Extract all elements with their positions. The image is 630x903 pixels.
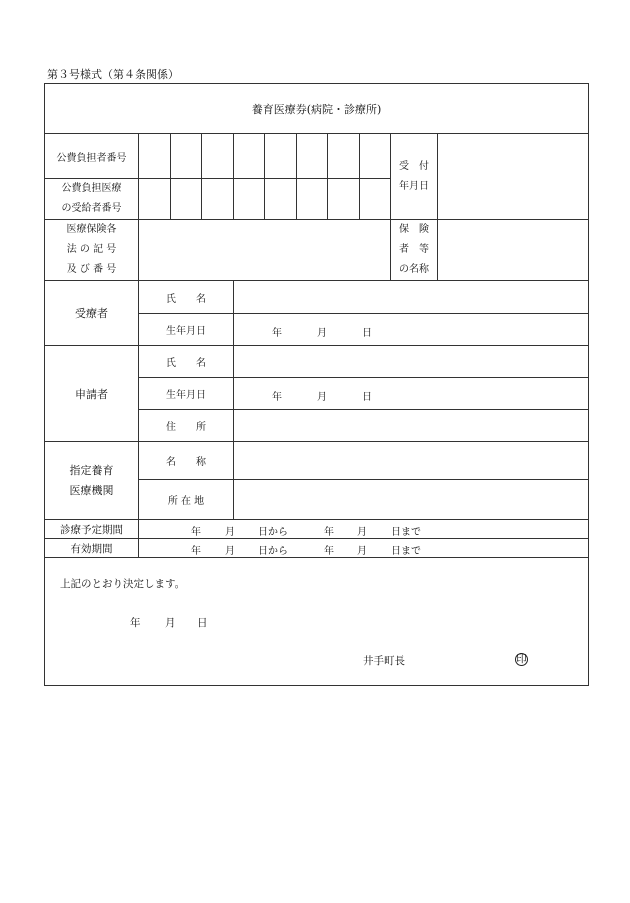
insurance-label-line: 及 び 番 号 [66,264,117,275]
insurance-label-line: 医療保険各 [66,224,117,235]
patient-birthdate-field[interactable] [234,314,589,346]
payer-digit-cell[interactable] [202,134,234,179]
applicant-birthdate-label: 生年月日 [139,378,234,410]
applicant-address-field[interactable] [234,410,589,442]
reception-date-label-line: 年月日 [399,180,429,192]
insurance-label-line: 法 の 記 号 [66,244,117,255]
recipient-digit-cell[interactable] [297,179,328,220]
recipient-digit-cell[interactable] [234,179,265,220]
recipient-digit-cell[interactable] [202,179,234,220]
date-month: 月 [317,392,327,403]
institution-name-label: 名 称 [139,442,234,480]
institution-location-label: 所 在 地 [139,480,234,520]
payer-digit-cell[interactable] [297,134,328,179]
period-until: 日まで [391,546,421,557]
recipient-digit-cell[interactable] [360,179,391,220]
insurer-label-line: の名称 [399,264,429,275]
date-month: 月 [317,328,327,339]
period-month: 月 [225,527,235,538]
recipient-number-label-line: の受給者番号 [61,203,122,214]
decision-date-month: 月 [165,617,176,629]
valid-period-label: 有効期間 [45,539,139,558]
insurer-label-line: 者 等 [399,244,429,255]
seal-mark [515,653,528,666]
period-month: 月 [357,527,367,538]
recipient-number-label [45,179,139,220]
medical-voucher-table [44,83,589,686]
applicant-birthdate-field[interactable] [234,378,589,410]
date-day: 日 [362,392,372,403]
recipient-digit-cell[interactable] [265,179,297,220]
institution-label-line: 指定養育 [69,463,114,477]
period-from: 日から [258,527,288,538]
recipient-digit-cell[interactable] [171,179,202,220]
recipient-digit-cell[interactable] [139,179,171,220]
institution-label-line: 医療機関 [69,483,114,497]
reception-date-field[interactable] [438,134,589,220]
payer-digit-cell[interactable] [265,134,297,179]
period-from: 日から [258,546,288,557]
patient-label: 受療者 [45,281,139,346]
applicant-label: 申請者 [45,346,139,442]
public-payer-number-label: 公費負担者番号 [45,134,139,179]
form-title: 養育医療券(病院・診療所) [45,84,589,134]
recipient-digit-cell[interactable] [328,179,360,220]
patient-name-field[interactable] [234,281,589,314]
payer-digit-cell[interactable] [234,134,265,179]
reception-date-label-line: 受 付 [399,160,429,172]
payer-digit-cell[interactable] [139,134,171,179]
scheduled-period-field[interactable] [139,520,589,539]
form-number-label: 第３号様式（第４条関係） [47,68,179,81]
period-year: 年 [191,527,201,538]
decision-date-day: 日 [197,617,208,629]
patient-name-label: 氏 名 [139,281,234,314]
payer-digit-cell[interactable] [360,134,391,179]
decision-date-year: 年 [130,617,141,629]
scheduled-period-label: 診療予定期間 [45,520,139,539]
insurer-name-label [391,220,438,281]
valid-period-field[interactable] [139,539,589,558]
payer-digit-cell[interactable] [328,134,360,179]
date-year: 年 [272,392,282,403]
insurance-number-field[interactable] [139,220,391,281]
decision-text: 上記のとおり決定します。 [60,578,186,590]
period-month: 月 [357,546,367,557]
institution-label [45,442,139,520]
period-year: 年 [324,527,334,538]
decision-section [45,558,589,686]
period-month: 月 [225,546,235,557]
period-year: 年 [324,546,334,557]
applicant-address-label: 住 所 [139,410,234,442]
patient-birthdate-label: 生年月日 [139,314,234,346]
period-year: 年 [191,546,201,557]
reception-date-label [391,134,438,220]
date-day: 日 [362,328,372,339]
applicant-name-field[interactable] [234,346,589,378]
insurer-label-line: 保 険 [399,224,429,235]
insurer-name-field[interactable] [438,220,589,281]
payer-digit-cell[interactable] [171,134,202,179]
institution-location-field[interactable] [234,480,589,520]
date-year: 年 [272,328,282,339]
seal-icon: 印 [516,653,527,665]
institution-name-field[interactable] [234,442,589,480]
insurance-number-label [45,220,139,281]
period-until: 日まで [391,527,421,538]
recipient-number-label-line: 公費負担医療 [61,183,122,194]
applicant-name-label: 氏 名 [139,346,234,378]
issuer-name: 井手町長 [363,655,405,667]
